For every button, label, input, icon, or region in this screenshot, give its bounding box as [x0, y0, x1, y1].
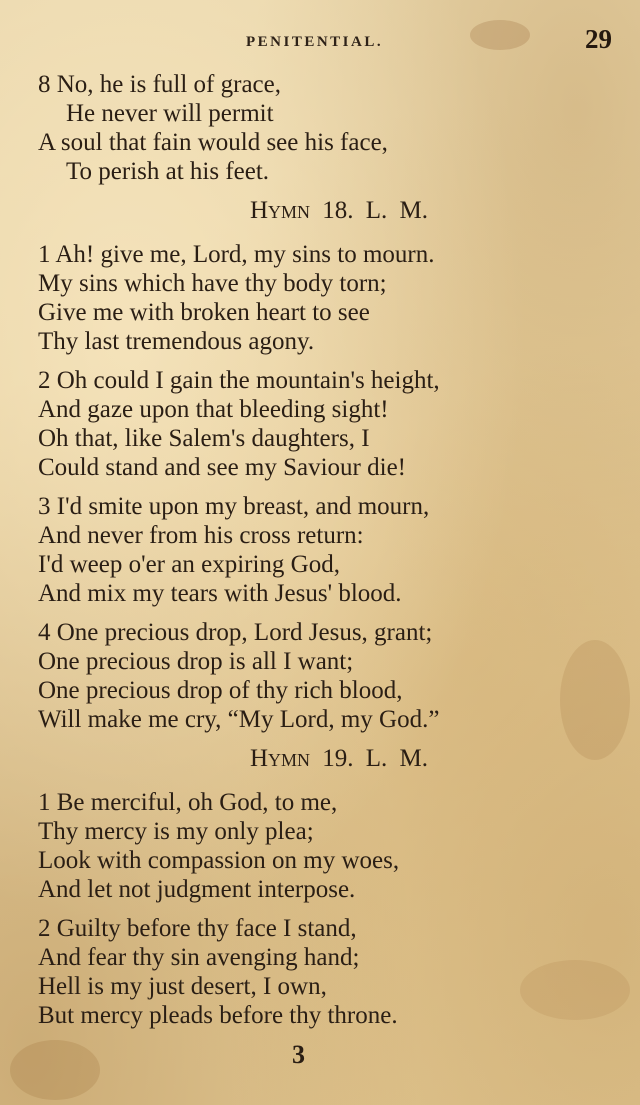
hymn-19-stanza-2 [38, 914, 618, 1030]
verse-line: Could stand and see my Saviour die! [38, 454, 406, 481]
verse-line: And never from his cross return: [38, 522, 364, 549]
verse-line: And gaze upon that bleeding sight! [38, 396, 389, 423]
verse-line: I'd weep o'er an expiring God, [38, 551, 340, 578]
verse-line: 1 Ah! give me, Lord, my sins to mourn. [38, 241, 435, 268]
verse-line: Look with compassion on my woes, [38, 847, 400, 874]
verse-line: 2 Oh could I gain the mountain's height, [38, 367, 440, 394]
hymn-18-stanza-1 [38, 240, 618, 356]
verse-line: And fear thy sin avenging hand; [38, 944, 360, 971]
text-block [38, 70, 618, 1040]
running-head [0, 24, 640, 56]
verse-line: One precious drop of thy rich blood, [38, 677, 403, 704]
hymn-19-stanza-1 [38, 788, 618, 904]
stanza-8-continued [38, 70, 618, 186]
hymn-18-stanza-2 [38, 366, 618, 482]
verse-line: He never will permit [66, 100, 274, 127]
hymn-18-heading: Hymn 18. L. M. [249, 197, 429, 224]
verse-line: My sins which have thy body torn; [38, 270, 387, 297]
verse-line: Hell is my just desert, I own, [38, 973, 327, 1000]
verse-line: Oh that, like Salem's daughters, I [38, 425, 370, 452]
verse-line: 3 I'd smite upon my breast, and mourn, [38, 493, 430, 520]
verse-line: And mix my tears with Jesus' blood. [38, 580, 402, 607]
verse-line: And let not judgment interpose. [38, 876, 356, 903]
running-title: PENITENTIAL. [246, 34, 384, 50]
verse-line: 8 No, he is full of grace, [38, 71, 281, 98]
verse-line: 1 Be merciful, oh God, to me, [38, 789, 338, 816]
page-number: 29 [585, 24, 612, 54]
verse-line: Thy last tremendous agony. [38, 328, 315, 355]
verse-line: 2 Guilty before thy face I stand, [38, 915, 357, 942]
verse-line: Will make me cry, “My Lord, my God.” [38, 706, 440, 733]
paper-stain [10, 1040, 100, 1100]
signature-mark: 3 [292, 1040, 305, 1069]
verse-line: A soul that fain would see his face, [38, 129, 388, 156]
verse-line: One precious drop is all I want; [38, 648, 354, 675]
hymn-18-stanza-4 [38, 618, 618, 734]
verse-line: To perish at his feet. [66, 158, 270, 185]
verse-line: But mercy pleads before thy throne. [38, 1002, 398, 1029]
hymn-19-heading: Hymn 19. L. M. [249, 745, 429, 772]
hymn-18-stanza-3 [38, 492, 618, 608]
verse-line: Give me with broken heart to see [38, 299, 370, 326]
verse-line: Thy mercy is my only plea; [38, 818, 314, 845]
verse-line: 4 One precious drop, Lord Jesus, grant; [38, 619, 433, 646]
